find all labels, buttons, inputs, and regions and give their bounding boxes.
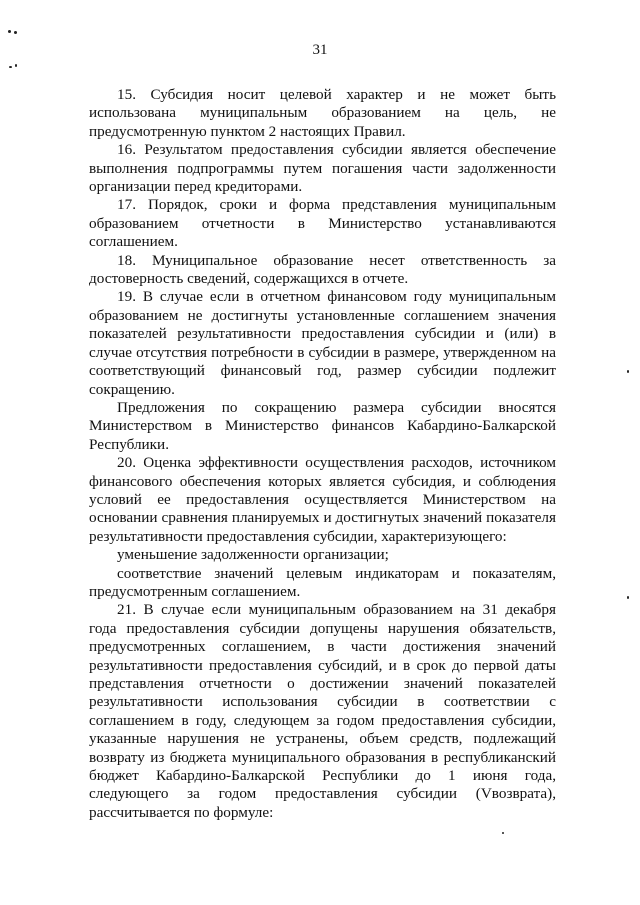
scan-artifact bbox=[627, 370, 629, 373]
scan-artifact bbox=[9, 66, 12, 68]
scan-artifact bbox=[15, 64, 17, 67]
scan-artifact bbox=[8, 30, 11, 33]
paragraph-20-item-1: уменьшение задолженности организации; bbox=[117, 546, 389, 564]
paragraph-19: 19. В случае если в отчетном финансовом году муниципальным образованием не достигнуты установленные соглашением значения показателей результативности предоставления субсидии и (или) в случае отсутствия потребности в субсидии в размере, утвержденном на соответствующий финансовый год, размер субсидии подлежит сокращению. bbox=[89, 288, 556, 398]
document-body bbox=[89, 86, 556, 822]
scan-artifact bbox=[627, 596, 629, 599]
scan-artifact bbox=[502, 832, 504, 834]
paragraph-20-item-2: соответствие значений целевым индикаторам и показателям, предусмотренным соглашением. bbox=[89, 564, 556, 600]
paragraph-15: 15. Субсидия носит целевой характер и не может быть использована муниципальным образованием на цель, не предусмотренную пунктом 2 настоящих Правил. bbox=[89, 86, 556, 140]
scan-artifact bbox=[14, 31, 17, 34]
paragraph-16: 16. Результатом предоставления субсидии является обеспечение выполнения подпрограммы путем погашения части задолженности организации перед кредиторами. bbox=[89, 141, 556, 196]
paragraph-20: 20. Оценка эффективности осуществления расходов, источником финансового обеспечения которых является субсидия, и соблюдения условий ее предоставления осуществляется Министерством на основании сравнения планируемых и достигнутых значений показателя результативности предоставления субсидии, характеризующего: bbox=[89, 454, 556, 545]
paragraph-19-proposals: Предложения по сокращению размера субсидии вносятся Министерством в Министерство финансов Кабардино-Балкарской Республики. bbox=[89, 398, 556, 453]
paragraph-18: 18. Муниципальное образование несет ответственность за достоверность сведений, содержащихся в отчете. bbox=[89, 251, 556, 288]
paragraph-17: 17. Порядок, сроки и форма представления муниципальным образованием отчетности в Министерство устанавливаются соглашением. bbox=[89, 196, 556, 251]
page-number: 31 bbox=[312, 42, 328, 58]
paragraph-21: 21. В случае если муниципальным образованием на 31 декабря года предоставления субсидии допущены нарушения обязательств, предусмотренных соглашением, в части достижения значений результативности предоставления субсидий, и в срок до первой даты представления отчетности о достижении значений показателей результативности использования субсидии в соответствии с соглашением в году, следующем за годом предоставления субсидии, указанные нарушения не устранены, объем средств, подлежащий возврату из бюджета муниципального образования в республиканский бюджет Кабардино-Балкарской Республики до 1 июня года, следующего за годом предоставления субсидии (Vвозврата), рассчитывается по формуле: bbox=[89, 601, 556, 821]
